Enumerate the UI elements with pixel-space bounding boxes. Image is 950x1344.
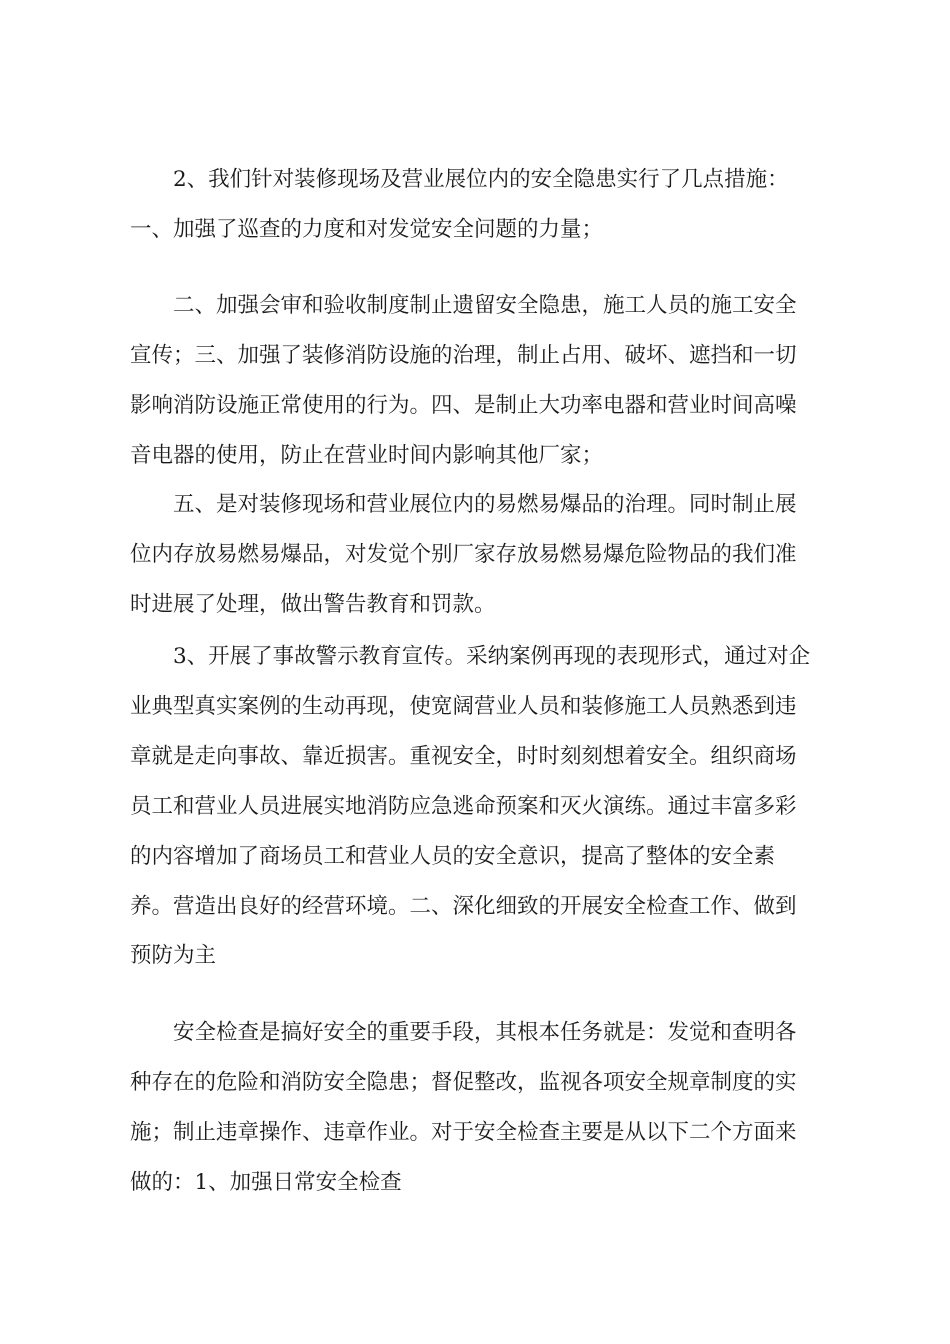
paragraph-6-line-1: 安全检查是搞好安全的重要手段，其根本任务就是：发觉和查明各 <box>173 1020 797 1045</box>
paragraph-4-line-1: 五、是对装修现场和营业展位内的易燃易爆品的治理。同时制止展 <box>173 492 797 517</box>
paragraph-2-line-2: 一、加强了巡查的力度和对发觉安全问题的力量； <box>130 217 604 242</box>
paragraph-6-line-3: 施；制止违章操作、违章作业。对于安全检查主要是从以下二个方面来 <box>130 1120 797 1145</box>
paragraph-5-line-5: 的内容增加了商场员工和营业人员的安全意识，提高了整体的安全素 <box>130 844 776 869</box>
paragraph-2-line-1: 2、我们针对装修现场及营业展位内的安全隐患实行了几点措施： <box>173 167 789 192</box>
paragraph-5-line-1: 3、开展了事故警示教育宣传。采纳案例再现的表现形式，通过对企 <box>173 644 811 669</box>
paragraph-5-line-4: 员工和营业人员进展实地消防应急逃命预案和灭火演练。通过丰富多彩 <box>130 794 797 819</box>
paragraph-4-line-2: 位内存放易燃易爆品，对发觉个别厂家存放易燃易爆危险物品的我们准 <box>130 542 797 567</box>
paragraph-6-line-2: 种存在的危险和消防安全隐患；督促整改，监视各项安全规章制度的实 <box>130 1070 797 1095</box>
paragraph-5-line-7: 预防为主 <box>130 943 217 968</box>
paragraph-5-line-6: 养。营造出良好的经营环境。二、深化细致的开展安全检查工作、做到 <box>130 894 797 919</box>
paragraph-5-line-3: 章就是走向事故、靠近损害。重视安全，时时刻刻想着安全。组织商场 <box>130 744 797 769</box>
paragraph-3-line-4: 音电器的使用，防止在营业时间内影响其他厂家； <box>130 443 604 468</box>
paragraph-3-line-1: 二、加强会审和验收制度制止遗留安全隐患，施工人员的施工安全 <box>173 293 797 318</box>
paragraph-4-line-3: 时进展了处理，做出警告教育和罚款。 <box>130 592 496 617</box>
paragraph-3-line-3: 影响消防设施正常使用的行为。四、是制止大功率电器和营业时间高噪 <box>130 393 797 418</box>
paragraph-5-line-2: 业典型真实案例的生动再现，使宽阔营业人员和装修施工人员熟悉到违 <box>130 694 797 719</box>
paragraph-6-line-4: 做的：1、加强日常安全检查 <box>130 1170 402 1195</box>
paragraph-3-line-2: 宣传；三、加强了装修消防设施的治理，制止占用、破坏、遮挡和一切 <box>130 343 797 368</box>
